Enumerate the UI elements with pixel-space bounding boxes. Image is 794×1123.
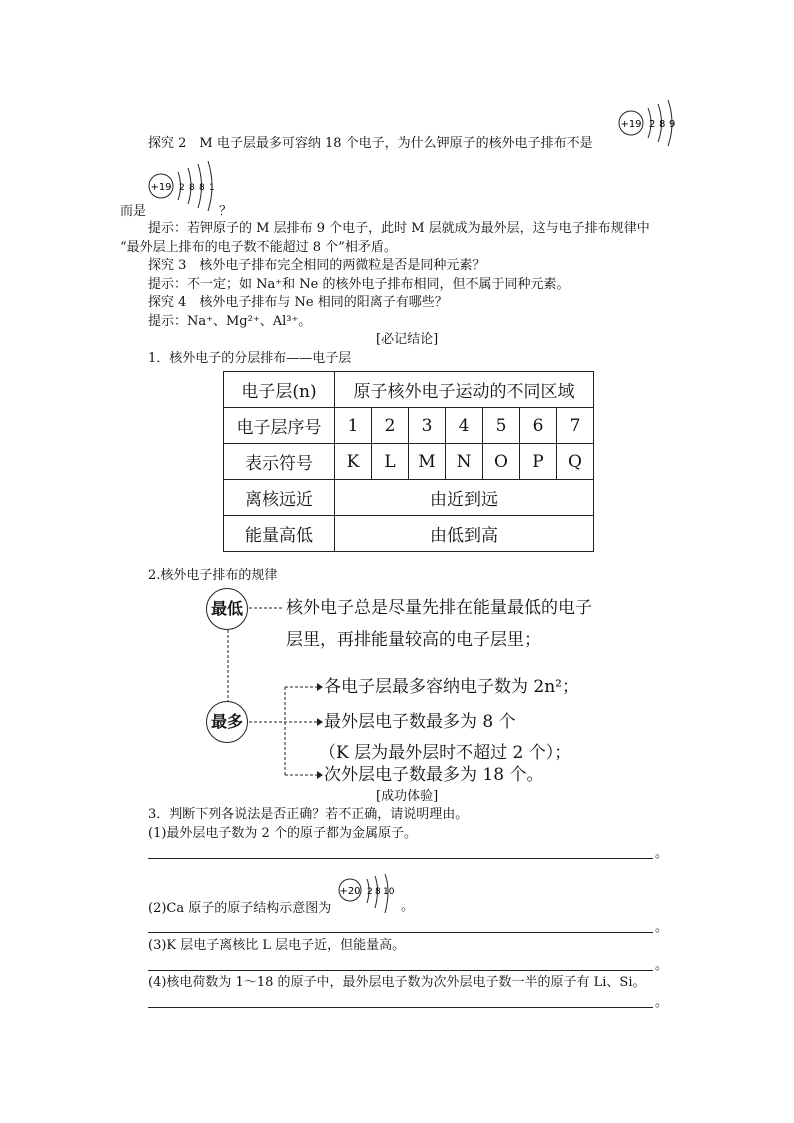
table-cell: O [483, 444, 520, 480]
table-cell: P [520, 444, 557, 480]
table-row [224, 444, 594, 480]
table-row [224, 372, 594, 408]
table-cell: 由低到高 [335, 516, 594, 552]
table-row [224, 408, 594, 444]
practice-title: [成功体验] [376, 789, 439, 804]
max-rule-line2: 最外层电子数最多为 8 个 [324, 712, 516, 732]
nucleus-charge: +20 [339, 886, 361, 897]
shell-1-count: 2 [649, 119, 656, 130]
table-cell: M [409, 444, 446, 480]
table-header-cell: 电子层序号 [224, 408, 335, 444]
explore3-hint: 提示：不一定；如 Na⁺和 Ne 的核外电子排布相同，但不属于同种元素。 [148, 277, 570, 292]
nucleus-charge: +19 [620, 119, 642, 130]
answer-line [148, 1007, 653, 1008]
max-rule-line1: 各电子层最多容纳电子数为 2n²； [324, 677, 579, 697]
explore3-question: 探究 3 核外电子排布完全相同的两微粒是否是同种元素？ [148, 258, 486, 273]
table-header-cell: 表示符号 [224, 444, 335, 480]
lowest-energy-badge: 最低 [206, 588, 248, 630]
answer-line-period: 。 [655, 920, 669, 935]
q3-item4: (4)核电荷数为 1～18 的原子中，最外层电子数为次外层电子数一半的原子有 Li、Si。 [148, 975, 646, 990]
table-cell: N [446, 444, 483, 480]
maximum-capacity-badge: 最多 [206, 701, 248, 743]
conclusion-title: [必记结论] [376, 332, 439, 347]
table-cell: 3 [409, 408, 446, 444]
table-cell: 7 [557, 408, 594, 444]
explore2-hint-line2: “最外层上排布的电子数不能超过 8 个”相矛盾。 [120, 240, 397, 255]
shell-1-count: 2 [367, 887, 373, 897]
shell-3-count: 8 [199, 183, 205, 193]
q3-item3: (3)K 层电子离核比 L 层电子近，但能量高。 [148, 938, 406, 953]
explore4-question: 探究 4 核外电子排布与 Ne 相同的阳离子有哪些？ [148, 295, 448, 310]
shell-4-count: 1 [209, 183, 215, 193]
answer-line-period: 。 [655, 995, 669, 1010]
lowest-rule-line2: 层里，再排能量较高的电子层里； [286, 630, 541, 650]
answer-line-period: 。 [655, 958, 669, 973]
shell-2-count: 8 [189, 183, 195, 193]
item2-period: 。 [401, 899, 415, 914]
table-cell: Q [557, 444, 594, 480]
lowest-rule-line1: 核外电子总是尽量先排在能量最低的电子 [286, 598, 592, 618]
max-rule-line4: 次外层电子数最多为 18 个。 [324, 765, 544, 785]
table-header-cell: 能量高低 [224, 516, 335, 552]
table-cell: 6 [520, 408, 557, 444]
table-row [224, 480, 594, 516]
section1-title: 1．核外电子的分层排布——电子层 [148, 351, 352, 366]
answer-line [148, 858, 653, 859]
q3-item1: (1)最外层电子数为 2 个的原子都为金属原子。 [148, 826, 417, 841]
calcium-structure-diagram [337, 873, 407, 915]
er-shi-text: 而是 [120, 204, 147, 219]
table-cell: 4 [446, 408, 483, 444]
shell-3-count: 9 [669, 119, 676, 130]
max-rule-line3: （K 层为最外层时不超过 2 个）； [319, 743, 572, 763]
q3-stem: 3．判断下列各说法是否正确？若不正确，请说明理由。 [148, 807, 469, 822]
potassium-wrong-structure-diagram [614, 98, 684, 148]
answer-line [148, 970, 653, 971]
table-cell: 1 [335, 408, 372, 444]
explore2-question: 探究 2 M 电子层最多可容纳 18 个电子，为什么钾原子的核外电子排布不是 [148, 136, 593, 151]
table-cell: 原子核外电子运动的不同区域 [335, 372, 594, 408]
table-cell: 5 [483, 408, 520, 444]
answer-line [148, 932, 653, 933]
section2-title: 2.核外电子排布的规律 [148, 568, 278, 583]
explore4-hint: 提示：Na⁺、Mg²⁺、Al³⁺。 [148, 314, 312, 329]
table-cell: L [372, 444, 409, 480]
explore2-hint-line1: 提示：若钾原子的 M 层排布 9 个电子，此时 M 层就成为最外层，这与电子排布规律中 [148, 221, 650, 236]
potassium-correct-structure-diagram [146, 160, 226, 212]
table-row [224, 516, 594, 552]
electron-layer-table [223, 371, 594, 552]
table-cell: 由近到远 [335, 480, 594, 516]
table-header-cell: 电子层(n) [224, 372, 335, 408]
table-cell: K [335, 444, 372, 480]
shell-3-count: 10 [383, 887, 395, 897]
nucleus-charge: +19 [150, 182, 172, 193]
shell-2-count: 8 [375, 887, 381, 897]
q3-item2: (2)Ca 原子的原子结构示意图为 [148, 901, 332, 916]
table-cell: 2 [372, 408, 409, 444]
shell-2-count: 8 [659, 119, 666, 130]
table-header-cell: 离核远近 [224, 480, 335, 516]
answer-line-period: 。 [655, 846, 669, 861]
question-mark: ？ [219, 204, 233, 219]
shell-1-count: 2 [179, 183, 185, 193]
